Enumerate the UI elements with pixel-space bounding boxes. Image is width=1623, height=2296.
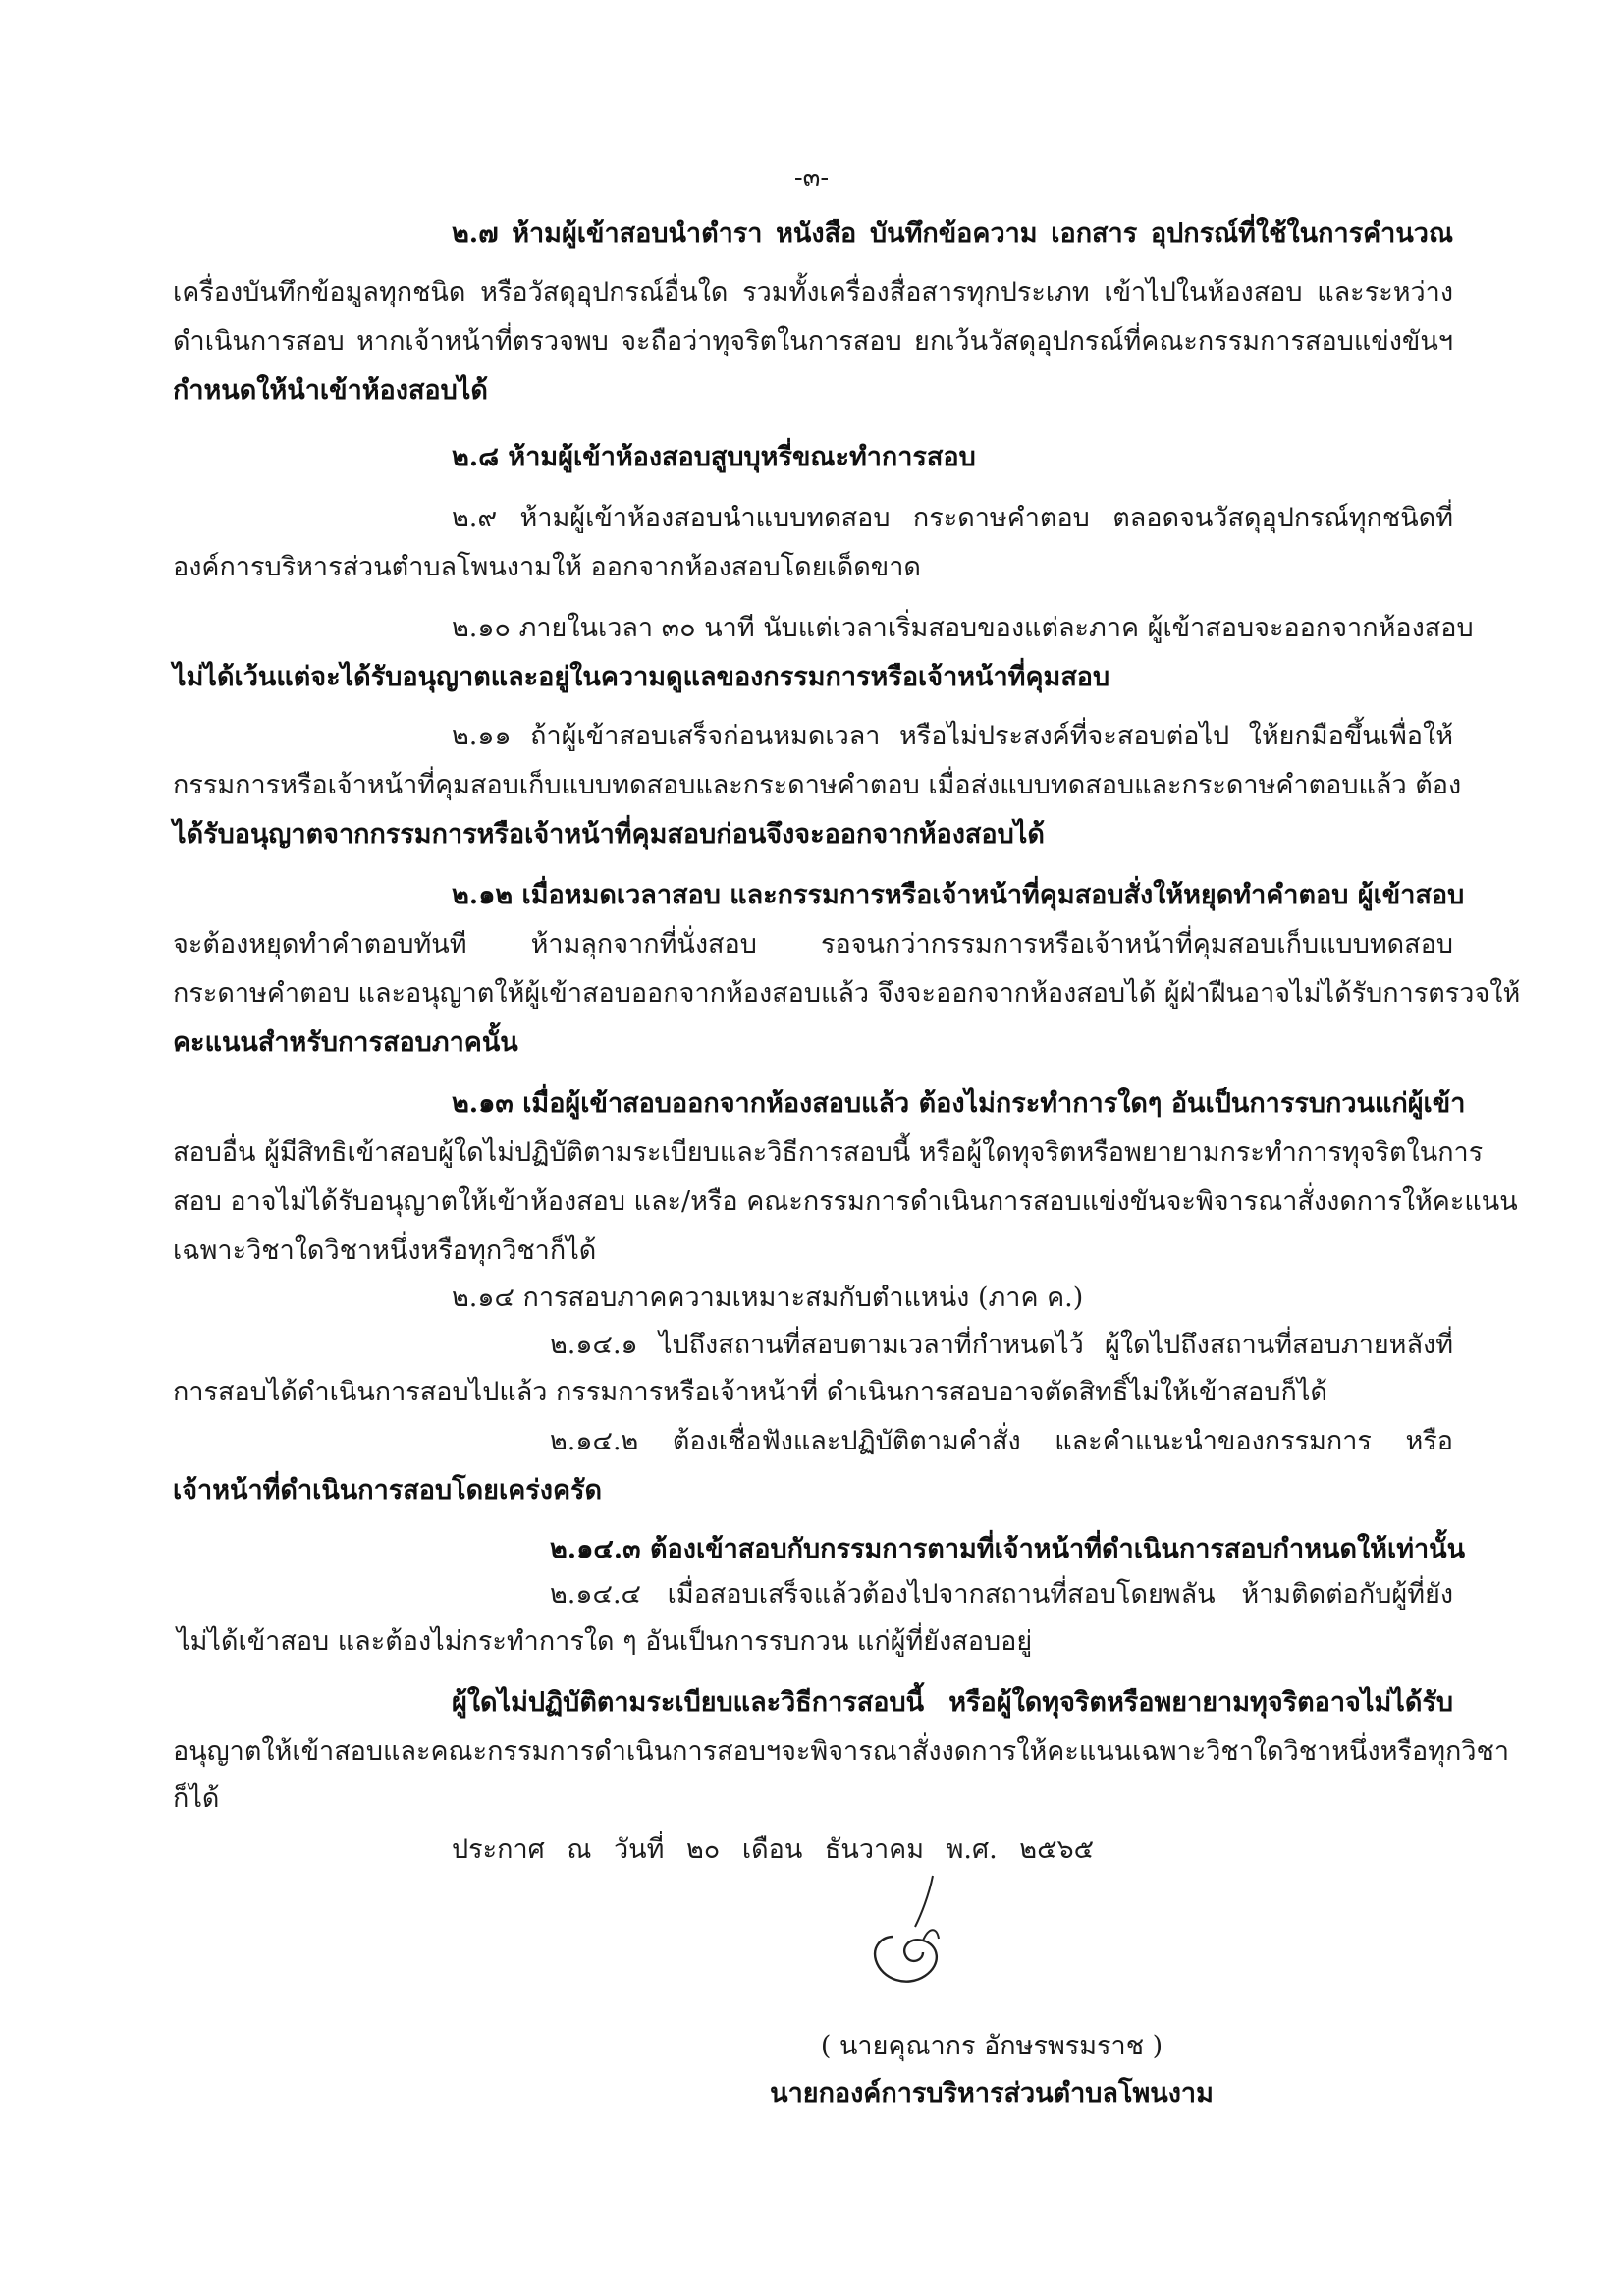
rule-2-10-line-2: ไม่ได้เว้นแต่จะได้รับอนุญาตและอยู่ในความดูแลของกรรมการหรือเจ้าหน้าที่คุมสอบ <box>173 662 1110 692</box>
rule-2-7-line-2: เครื่องบันทึกข้อมูลทุกชนิด หรือวัสดุอุปกรณ์อื่นใด รวมทั้งเครื่องสื่อสารทุกประเภท เข้าไปในห้องสอบ และระหว่าง <box>173 277 1453 307</box>
rule-2-11-line-1: ๒.๑๑ ถ้าผู้เข้าสอบเสร็จก่อนหมดเวลา หรือไม่ประสงค์ที่จะสอบต่อไป ให้ยกมือขึ้นเพื่อให้ <box>452 721 1453 751</box>
closing-line-2: อนุญาตให้เข้าสอบและคณะกรรมการดำเนินการสอบฯจะพิจารณาสั่งงดการให้คะแนนเฉพาะวิชาใดวิชาหนึ่งหรือทุกวิชา <box>173 1736 1510 1767</box>
rule-2-12-line-3: กระดาษคำตอบ และอนุญาตให้ผู้เข้าสอบออกจากห้องสอบแล้ว จึงจะออกจากห้องสอบได้ ผู้ฝ่าฝืนอาจไม่ได้รับการตรวจให้ <box>173 978 1521 1009</box>
rule-2-14-1-line-1: ๒.๑๔.๑ ไปถึงสถานที่สอบตามเวลาที่กำหนดไว้ ผู้ใดไปถึงสถานที่สอบภายหลังที่ <box>550 1330 1453 1360</box>
rule-2-12-line-4: คะแนนสำหรับการสอบภาคนั้น <box>173 1027 518 1058</box>
signatory-name: ( นายคุณากร อักษรพรมราช ) <box>820 2031 1163 2061</box>
rule-2-14-4-line-1: ๒.๑๔.๔ เมื่อสอบเสร็จแล้วต้องไปจากสถานที่สอบโดยพลัน ห้ามติดต่อกับผู้ที่ยัง <box>550 1579 1453 1610</box>
rule-2-10-line-1: ๒.๑๐ ภายในเวลา ๓๐ นาที นับแต่เวลาเริ่มสอบของแต่ละภาค ผู้เข้าสอบจะออกจากห้องสอบ <box>452 613 1474 643</box>
rule-2-8-line-1: ๒.๘ ห้ามผู้เข้าห้องสอบสูบบุหรี่ขณะทำการสอบ <box>452 442 976 472</box>
rule-2-14-2-line-2: เจ้าหน้าที่ดำเนินการสอบโดยเคร่งครัด <box>173 1475 603 1505</box>
announcement-date: ประกาศ ณ วันที่ ๒๐ เดือน ธันวาคม พ.ศ. ๒๕๖๕ <box>452 1834 1095 1865</box>
rule-2-12-line-2: จะต้องหยุดทำคำตอบทันที ห้ามลุกจากที่นั่งสอบ รอจนกว่ากรรมการหรือเจ้าหน้าที่คุมสอบเก็บแบบทดสอบ <box>173 929 1453 959</box>
rule-2-13-line-4: เฉพาะวิชาใดวิชาหนึ่งหรือทุกวิชาก็ได้ <box>173 1235 597 1266</box>
rule-2-13-line-2: สอบอื่น ผู้มีสิทธิเข้าสอบผู้ใดไม่ปฏิบัติตามระเบียบและวิธีการสอบนี้ หรือผู้ใดทุจริตหรือพยายามกระทำการทุจริตในการ <box>173 1137 1484 1168</box>
rule-2-14-2-line-1: ๒.๑๔.๒ ต้องเชื่อฟังและปฏิบัติตามคำสั่ง และคำแนะนำของกรรมการ หรือ <box>550 1426 1453 1456</box>
rule-2-11-line-2: กรรมการหรือเจ้าหน้าที่คุมสอบเก็บแบบทดสอบและกระดาษคำตอบ เมื่อส่งแบบทดสอบและกระดาษคำตอบแล้ว ต้อง <box>173 770 1462 800</box>
rule-2-7-line-1: ๒.๗ ห้ามผู้เข้าสอบนำตำรา หนังสือ บันทึกข้อความ เอกสาร อุปกรณ์ที่ใช้ในการคำนวณ <box>452 218 1453 248</box>
rule-2-14-3-line-1: ๒.๑๔.๓ ต้องเข้าสอบกับกรรมการตามที่เจ้าหน้าที่ดำเนินการสอบกำหนดให้เท่านั้น <box>550 1534 1466 1564</box>
rule-2-7-line-3: ดำเนินการสอบ หากเจ้าหน้าที่ตรวจพบ จะถือว่าทุจริตในการสอบ ยกเว้นวัสดุอุปกรณ์ที่คณะกรรมการสอบแข่งขันฯ <box>173 326 1453 356</box>
closing-line-3: ก็ได้ <box>173 1783 220 1814</box>
rule-2-14-line-1: ๒.๑๔ การสอบภาคความเหมาะสมกับตำแหน่ง (ภาค ค.) <box>452 1283 1084 1313</box>
signature-image <box>864 1866 982 2013</box>
rule-2-11-line-3: ได้รับอนุญาตจากกรรมการหรือเจ้าหน้าที่คุมสอบก่อนจึงจะออกจากห้องสอบได้ <box>173 819 1045 849</box>
rule-2-13-line-1: ๒.๑๓ เมื่อผู้เข้าสอบออกจากห้องสอบแล้ว ต้องไม่กระทำการใดๆ อันเป็นการรบกวนแก่ผู้เข้า <box>452 1088 1466 1119</box>
rule-2-12-line-1: ๒.๑๒ เมื่อหมดเวลาสอบ และกรรมการหรือเจ้าหน้าที่คุมสอบสั่งให้หยุดทำคำตอบ ผู้เข้าสอบ <box>452 880 1465 910</box>
rule-2-9-line-2: องค์การบริหารส่วนตำบลโพนงามให้ ออกจากห้องสอบโดยเด็ดขาด <box>173 552 921 582</box>
rule-2-7-line-4: กำหนดให้นำเข้าห้องสอบได้ <box>173 375 488 406</box>
rule-2-14-4-line-2: ไม่ได้เข้าสอบ และต้องไม่กระทำการใด ๆ อันเป็นการรบกวน แก่ผู้ที่ยังสอบอยู่ <box>177 1626 1033 1657</box>
page-number: -๓- <box>793 163 830 192</box>
rule-2-14-1-line-2: การสอบได้ดำเนินการสอบไปแล้ว กรรมการหรือเจ้าหน้าที่ ดำเนินการสอบอาจตัดสิทธิ์ไม่ให้เข้าสอบก็ได้ <box>173 1377 1327 1407</box>
closing-line-1: ผู้ใดไม่ปฏิบัติตามระเบียบและวิธีการสอบนี้ หรือผู้ใดทุจริตหรือพยายามทุจริตอาจไม่ได้รับ <box>452 1687 1453 1718</box>
signatory-position: นายกองค์การบริหารส่วนตำบลโพนงาม <box>770 2078 1214 2108</box>
rule-2-9-line-1: ๒.๙ ห้ามผู้เข้าห้องสอบนำแบบทดสอบ กระดาษคำตอบ ตลอดจนวัสดุอุปกรณ์ทุกชนิดที่ <box>452 503 1453 533</box>
rule-2-13-line-3: สอบ อาจไม่ได้รับอนุญาตให้เข้าห้องสอบ และ/หรือ คณะกรรมการดำเนินการสอบแข่งขันจะพิจารณาสั่งงดการให้คะแนน <box>173 1186 1518 1217</box>
